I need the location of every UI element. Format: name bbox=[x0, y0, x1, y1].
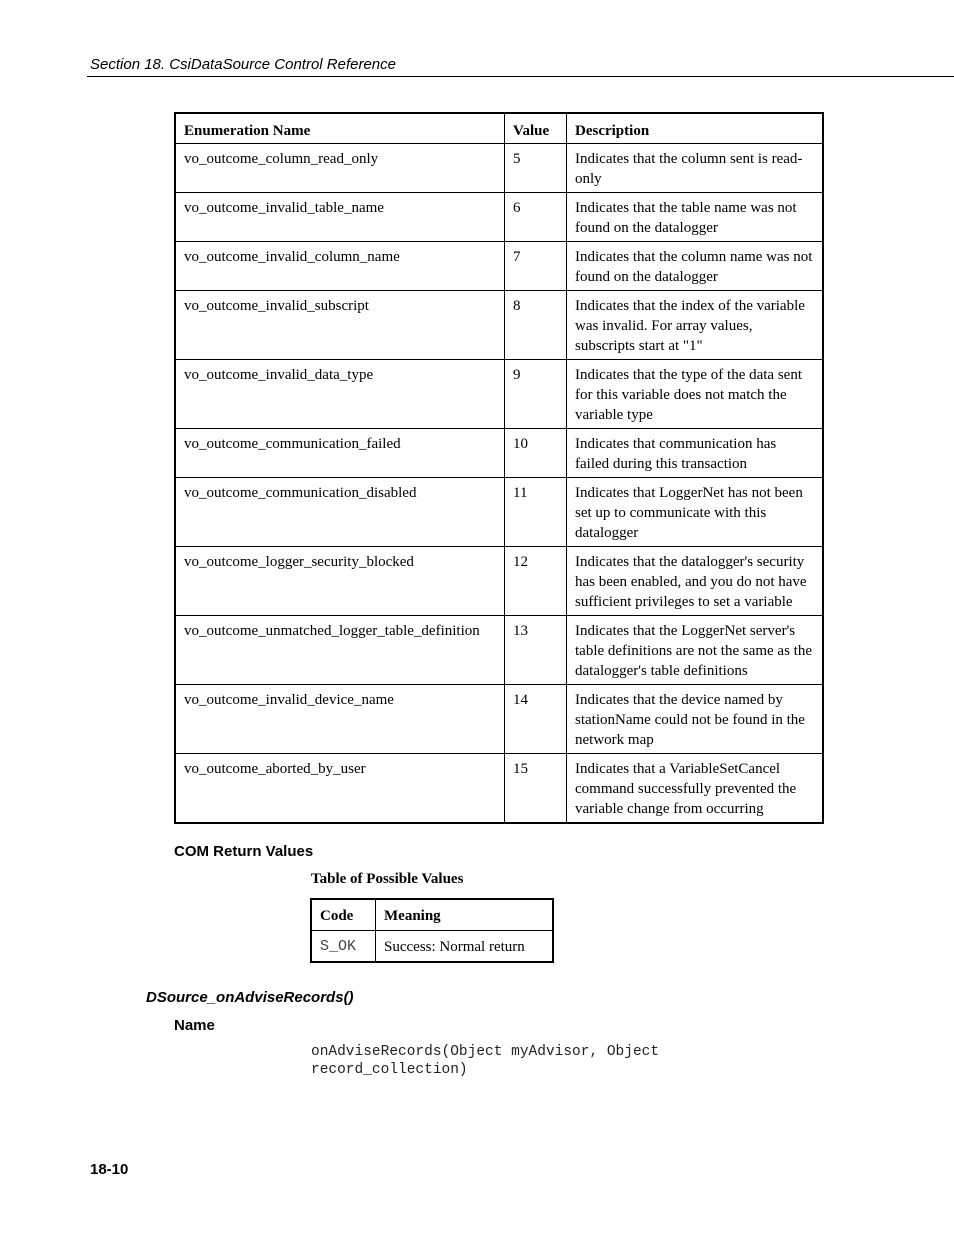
method-title: DSource_onAdviseRecords() bbox=[146, 989, 354, 1006]
enum-name: vo_outcome_invalid_device_name bbox=[175, 685, 505, 754]
enum-value: 14 bbox=[505, 685, 567, 754]
enum-value: 11 bbox=[505, 478, 567, 547]
signature-line: record_collection) bbox=[311, 1062, 468, 1078]
table-row bbox=[175, 429, 823, 478]
table-row bbox=[175, 616, 823, 685]
possible-values-caption: Table of Possible Values bbox=[311, 871, 464, 887]
enum-description: Indicates that the column name was not found on the datalogger bbox=[567, 242, 824, 291]
enum-name: vo_outcome_column_read_only bbox=[175, 144, 505, 193]
enum-value: 7 bbox=[505, 242, 567, 291]
enum-value: 15 bbox=[505, 754, 567, 824]
column-header-description: Description bbox=[567, 113, 824, 144]
enum-value: 8 bbox=[505, 291, 567, 360]
enum-description: Indicates that the LoggerNet server's table definitions are not the same as the datalogger's table definitions bbox=[567, 616, 824, 685]
section-header: Section 18. CsiDataSource Control Reference bbox=[90, 56, 396, 73]
table-header-row bbox=[311, 899, 553, 931]
enum-description: Indicates that the type of the data sent for this variable does not match the variable type bbox=[567, 360, 824, 429]
page-number: 18-10 bbox=[90, 1161, 129, 1178]
table-row bbox=[175, 291, 823, 360]
table-row bbox=[175, 685, 823, 754]
return-meaning: Success: Normal return bbox=[376, 931, 554, 963]
name-heading: Name bbox=[174, 1017, 215, 1034]
table-row bbox=[175, 360, 823, 429]
table-row bbox=[311, 931, 553, 963]
enum-value: 5 bbox=[505, 144, 567, 193]
enum-description: Indicates that the device named by stationName could not be found in the network map bbox=[567, 685, 824, 754]
enum-description: Indicates that the table name was not found on the datalogger bbox=[567, 193, 824, 242]
enum-name: vo_outcome_aborted_by_user bbox=[175, 754, 505, 824]
method-signature bbox=[311, 1043, 659, 1079]
enum-name: vo_outcome_communication_disabled bbox=[175, 478, 505, 547]
enum-description: Indicates that the column sent is read-only bbox=[567, 144, 824, 193]
table-row bbox=[175, 193, 823, 242]
enum-name: vo_outcome_logger_security_blocked bbox=[175, 547, 505, 616]
possible-values-table bbox=[310, 898, 554, 963]
enum-name: vo_outcome_invalid_column_name bbox=[175, 242, 505, 291]
enum-description: Indicates that LoggerNet has not been set up to communicate with this datalogger bbox=[567, 478, 824, 547]
table-row bbox=[175, 754, 823, 824]
column-header-code: Code bbox=[311, 899, 376, 931]
com-return-values-heading: COM Return Values bbox=[174, 843, 314, 860]
enum-value: 13 bbox=[505, 616, 567, 685]
table-row bbox=[175, 547, 823, 616]
table-row bbox=[175, 478, 823, 547]
enum-name: vo_outcome_invalid_subscript bbox=[175, 291, 505, 360]
enumeration-table bbox=[174, 112, 824, 824]
enum-description: Indicates that the datalogger's security has been enabled, and you do not have sufficient privileges to set a variable bbox=[567, 547, 824, 616]
enum-name: vo_outcome_invalid_data_type bbox=[175, 360, 505, 429]
enum-value: 12 bbox=[505, 547, 567, 616]
table-header-row bbox=[175, 113, 823, 144]
enum-value: 10 bbox=[505, 429, 567, 478]
enum-description: Indicates that the index of the variable was invalid. For array values, subscripts start at "1" bbox=[567, 291, 824, 360]
return-code: S_OK bbox=[311, 931, 376, 963]
signature-line: onAdviseRecords(Object myAdvisor, Object bbox=[311, 1044, 660, 1060]
enum-description: Indicates that a VariableSetCancel command successfully prevented the variable change from occurring bbox=[567, 754, 824, 824]
enum-name: vo_outcome_invalid_table_name bbox=[175, 193, 505, 242]
table-row bbox=[175, 144, 823, 193]
enum-name: vo_outcome_communication_failed bbox=[175, 429, 505, 478]
table-row bbox=[175, 242, 823, 291]
enum-value: 6 bbox=[505, 193, 567, 242]
column-header-name: Enumeration Name bbox=[175, 113, 505, 144]
column-header-value: Value bbox=[505, 113, 567, 144]
header-rule bbox=[87, 76, 954, 77]
enum-name: vo_outcome_unmatched_logger_table_definition bbox=[175, 616, 505, 685]
enum-description: Indicates that communication has failed during this transaction bbox=[567, 429, 824, 478]
column-header-meaning: Meaning bbox=[376, 899, 554, 931]
enum-value: 9 bbox=[505, 360, 567, 429]
